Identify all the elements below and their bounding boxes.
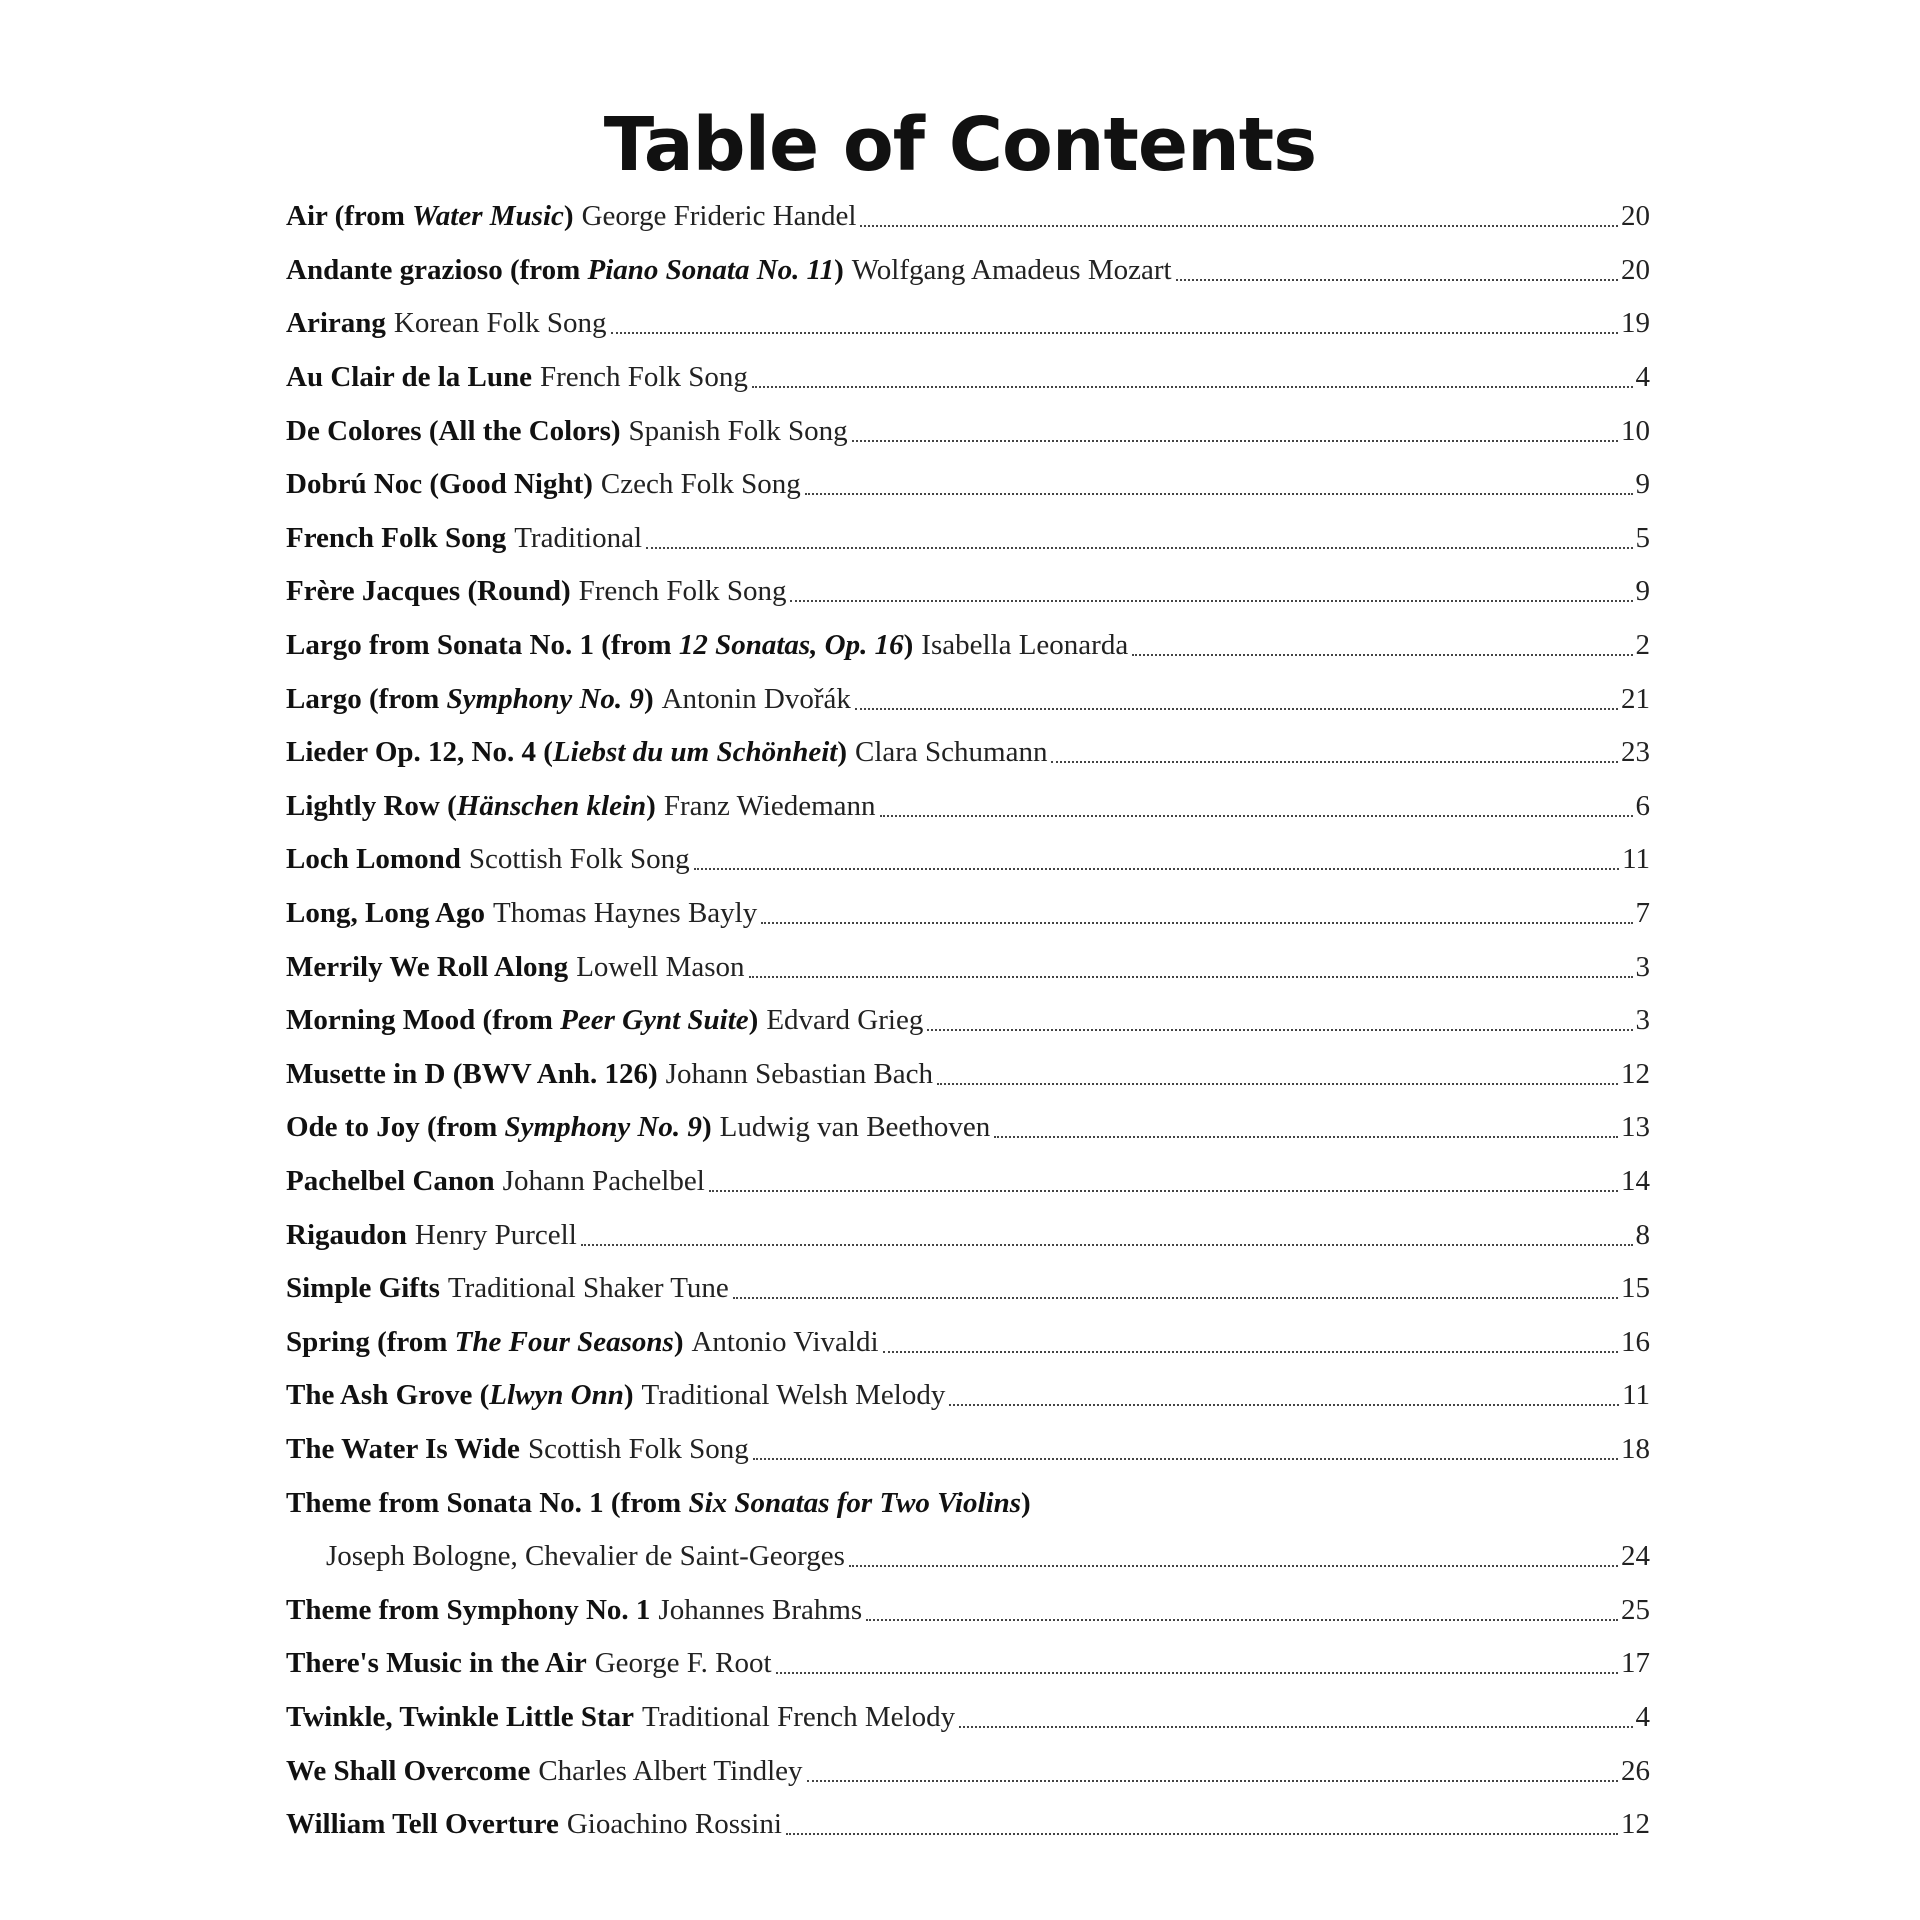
toc-entry-title-segment: William Tell Overture (286, 1808, 559, 1841)
toc-entry-title-segment: Largo from Sonata No. 1 (from (286, 629, 679, 662)
toc-entry-title-segment: We Shall Overcome (286, 1754, 531, 1787)
toc-entry-page-number: 6 (1635, 789, 1650, 822)
toc-entry-title-segment: ) (673, 1325, 684, 1358)
toc-entry-title (286, 1326, 683, 1359)
toc-entry-page-number: 25 (1621, 1593, 1650, 1626)
toc-entry-title (286, 1647, 587, 1680)
toc-entry-title-segment: Andante grazioso (from (286, 253, 588, 286)
toc-entry-composer: Wolfgang Amadeus Mozart (851, 253, 1172, 286)
dot-leader (752, 385, 1633, 388)
toc-entry-page-number: 12 (1621, 1808, 1650, 1841)
toc-entry-page-number: 9 (1635, 575, 1650, 608)
toc-entry (286, 190, 1650, 244)
toc-entry-title (286, 1594, 650, 1627)
toc-entry-title-segment: Lieder Op. 12, No. 4 ( (286, 736, 553, 769)
toc-entry-title (286, 254, 844, 287)
toc-entry-title (286, 736, 847, 769)
toc-entry-title (286, 307, 386, 340)
toc-entry-title-segment: Morning Mood (from (286, 1004, 561, 1037)
toc-entry (286, 458, 1650, 512)
dot-leader (1176, 278, 1618, 281)
toc-entry-composer: Isabella Leonarda (921, 629, 1129, 662)
toc-entry-title-segment: ) (748, 1004, 759, 1037)
toc-entry-title (286, 790, 656, 823)
toc-entry-page-number: 4 (1635, 361, 1650, 394)
toc-entry-composer: Traditional (514, 521, 643, 554)
toc-entry-composer: French Folk Song (540, 361, 748, 394)
toc-entry-title-italic: Six Sonatas for Two Violins (688, 1486, 1022, 1519)
toc-entry (286, 1423, 1650, 1477)
toc-entry-title (286, 1111, 712, 1144)
toc-entry-composer: Czech Folk Song (600, 468, 801, 501)
toc-entry-title-segment: Twinkle, Twinkle Little Star (286, 1700, 635, 1733)
toc-entry-title-segment: Frère Jacques (Round) (286, 575, 571, 608)
toc-entry (286, 1583, 1650, 1637)
toc-entry-composer: Joseph Bologne, Chevalier de Saint-Georges (326, 1540, 845, 1573)
toc-entry-title (286, 683, 654, 716)
toc-entry-title (286, 1433, 520, 1466)
toc-entry-composer: Scottish Folk Song (527, 1432, 749, 1465)
toc-entry-composer: Korean Folk Song (393, 307, 607, 340)
toc-entry-title-segment: De Colores (All the Colors) (286, 414, 621, 447)
toc-entry-title (286, 843, 461, 876)
toc-entry-title-segment: ) (903, 629, 914, 662)
toc-entry-composer: Johann Pachelbel (502, 1164, 705, 1197)
toc-entry-title (286, 1004, 758, 1037)
toc-entry-title (286, 415, 621, 448)
toc-entry-composer: Traditional Welsh Melody (641, 1379, 946, 1412)
dot-leader (776, 1671, 1618, 1674)
toc-entry-title-segment: There's Music in the Air (286, 1647, 587, 1680)
toc-entry-title (286, 1701, 634, 1734)
toc-entry-title-segment: Rigaudon (286, 1218, 407, 1251)
toc-entry-page-number: 15 (1621, 1272, 1650, 1305)
toc-entry-composer: Traditional French Melody (642, 1700, 956, 1733)
dot-leader (883, 1350, 1618, 1353)
toc-entry-page-number: 4 (1635, 1700, 1650, 1733)
toc-entry-title-segment: Largo (from (286, 682, 447, 715)
toc-entry (286, 1476, 1650, 1530)
toc-entry-composer: Henry Purcell (414, 1218, 577, 1251)
toc-entry-title-segment: Loch Lomond (286, 843, 461, 876)
toc-entry-title-segment: ) (1021, 1486, 1031, 1519)
toc-entry-page-number: 24 (1621, 1540, 1650, 1573)
toc-entry-title-segment: French Folk Song (286, 521, 507, 554)
toc-entry-page-number: 2 (1635, 629, 1650, 662)
toc-entry-title-italic: 12 Sonatas, Op. 16 (678, 629, 904, 662)
toc-entry-title-segment: ) (837, 736, 847, 769)
toc-entry-composer: French Folk Song (578, 575, 787, 608)
toc-entry (286, 940, 1650, 994)
toc-entry-title-segment: The Water Is Wide (286, 1432, 520, 1465)
toc-entry (286, 351, 1650, 405)
toc-entry-title (286, 1808, 559, 1841)
toc-entry-continuation (286, 1530, 1650, 1584)
dot-leader (959, 1725, 1632, 1728)
toc-entry-title (286, 1058, 658, 1091)
toc-entry (286, 1637, 1650, 1691)
toc-entry-composer: George Frideric Handel (581, 200, 857, 233)
toc-entry (286, 244, 1650, 298)
toc-entry-page-number: 9 (1635, 468, 1650, 501)
toc-entry (286, 833, 1650, 887)
toc-entry-title-segment: Simple Gifts (286, 1272, 440, 1305)
toc-entry-title-segment: Arirang (286, 307, 386, 340)
toc-entry-title-italic: Water Music (412, 200, 564, 233)
dot-leader (866, 1618, 1618, 1621)
toc-entry (286, 297, 1650, 351)
toc-entry-title (286, 361, 532, 394)
toc-entry (286, 404, 1650, 458)
toc-entry-title (286, 522, 506, 555)
toc-entry-title (286, 575, 571, 608)
dot-leader (749, 975, 1633, 978)
toc-entry-title (286, 1755, 530, 1788)
dot-leader (761, 921, 1632, 924)
toc-entry-page-number: 7 (1635, 897, 1650, 930)
toc-entry (286, 1208, 1650, 1262)
dot-leader (860, 224, 1618, 227)
toc-entry-title-segment: Theme from Symphony No. 1 (286, 1593, 651, 1626)
toc-entry (286, 565, 1650, 619)
dot-leader (949, 1403, 1619, 1406)
toc-entry-title-segment: ) (834, 253, 844, 286)
toc-entry-title-italic: The Four Seasons (454, 1325, 674, 1358)
toc-entry-composer: Johannes Brahms (658, 1593, 863, 1626)
toc-entry-title (286, 468, 593, 501)
toc-entry-title-segment: Theme from Sonata No. 1 (from (286, 1486, 689, 1519)
toc-entry-page-number: 18 (1621, 1432, 1650, 1465)
dot-leader (880, 814, 1633, 817)
toc-entry-composer: George F. Root (594, 1647, 772, 1680)
toc-entry (286, 726, 1650, 780)
dot-leader (581, 1243, 1633, 1246)
toc-entry-title-segment: Dobrú Noc (Good Night) (286, 468, 593, 501)
toc-entry-title (286, 1219, 407, 1252)
toc-entry (286, 1369, 1650, 1423)
toc-entry (286, 1262, 1650, 1316)
toc-entry-title-italic: Symphony No. 9 (446, 682, 644, 715)
toc-entry (286, 619, 1650, 673)
toc-entry-title-segment: ) (646, 789, 656, 822)
toc-entry (286, 1155, 1650, 1209)
toc-entry-title (286, 897, 485, 930)
toc-entry-page-number: 11 (1622, 843, 1650, 876)
toc-entry-composer: Franz Wiedemann (663, 789, 876, 822)
toc-entry-composer: Ludwig van Beethoven (719, 1111, 991, 1144)
toc-entry (286, 672, 1650, 726)
toc-entry-title-segment: Pachelbel Canon (286, 1164, 495, 1197)
toc-entry-title-segment: Long, Long Ago (286, 897, 486, 930)
dot-leader (994, 1135, 1618, 1138)
toc-entry-title (286, 629, 913, 662)
toc-entry (286, 994, 1650, 1048)
dot-leader (790, 599, 1632, 602)
toc-entry (286, 1798, 1650, 1852)
toc-entry (286, 887, 1650, 941)
toc-entry-title-segment: Lightly Row ( (286, 789, 457, 822)
toc-entry-page-number: 8 (1635, 1218, 1650, 1251)
toc-entry-title-italic: Hänschen klein (456, 789, 647, 822)
toc-entry-composer: Thomas Haynes Bayly (493, 897, 758, 930)
toc-entry-title-italic: Symphony No. 9 (504, 1111, 702, 1144)
toc-entry-title-segment: Au Clair de la Lune (286, 361, 533, 394)
toc-entry-title-italic: Peer Gynt Suite (560, 1004, 749, 1037)
toc-entry-title-segment: ) (563, 200, 574, 233)
dot-leader (852, 439, 1618, 442)
dot-leader (805, 492, 1633, 495)
toc-entry-composer: Charles Albert Tindley (538, 1754, 803, 1787)
dot-leader (694, 867, 1619, 870)
toc-entry-composer: Antonin Dvořák (661, 682, 851, 715)
toc-entry-title-segment: The Ash Grove ( (286, 1379, 490, 1412)
toc-entry-composer: Gioachino Rossini (566, 1808, 782, 1841)
toc-entry-title (286, 1487, 1031, 1520)
toc-entry-page-number: 21 (1621, 682, 1650, 715)
dot-leader (786, 1832, 1618, 1835)
toc-entry-title (286, 1165, 495, 1198)
toc-entry-title-segment: Air (from (286, 200, 413, 233)
toc-entry-composer: Johann Sebastian Bach (665, 1057, 934, 1090)
dot-leader (733, 1296, 1618, 1299)
dot-leader (753, 1457, 1618, 1460)
toc-entry-title-segment: ) (701, 1111, 712, 1144)
toc-entry (286, 1691, 1650, 1745)
toc-entry-page-number: 3 (1635, 1004, 1650, 1037)
dot-leader (849, 1564, 1618, 1567)
toc-entry (286, 780, 1650, 834)
toc-entry-page-number: 11 (1622, 1379, 1650, 1412)
toc-entry-composer: Scottish Folk Song (468, 843, 690, 876)
toc-entry-page-number: 20 (1621, 200, 1650, 233)
page-title: Table of Contents (603, 102, 1317, 188)
toc-entry-title-italic: Liebst du um Schönheit (552, 736, 838, 769)
toc-entry-page-number: 10 (1621, 414, 1650, 447)
dot-leader (1132, 653, 1632, 656)
toc-entry-title-segment: Merrily We Roll Along (286, 950, 569, 983)
dot-leader (646, 546, 1632, 549)
dot-leader (937, 1082, 1618, 1085)
toc-entry-page-number: 13 (1621, 1111, 1650, 1144)
toc-entry-composer: Clara Schumann (855, 736, 1048, 769)
toc-entry-page-number: 23 (1621, 736, 1650, 769)
dot-leader (611, 331, 1618, 334)
toc-entry-composer: Lowell Mason (576, 950, 745, 983)
toc-entry-composer: Antonio Vivaldi (691, 1325, 879, 1358)
dot-leader (709, 1189, 1618, 1192)
dot-leader (1051, 760, 1618, 763)
toc-entry-title (286, 1272, 440, 1305)
toc-entry (286, 1048, 1650, 1102)
toc-entry-page-number: 3 (1635, 950, 1650, 983)
toc-entry-title-italic: Llwyn Onn (489, 1379, 624, 1412)
toc-entry (286, 1744, 1650, 1798)
dot-leader (927, 1028, 1632, 1031)
toc-entry-title (286, 200, 574, 233)
toc-entry-title-segment: Ode to Joy (from (286, 1111, 505, 1144)
toc-entry-page-number: 16 (1621, 1325, 1650, 1358)
toc-entry-composer: Edvard Grieg (766, 1004, 924, 1037)
toc-entry-page-number: 20 (1621, 253, 1650, 286)
toc-entry (286, 1315, 1650, 1369)
toc-entry-title-segment: ) (623, 1379, 634, 1412)
toc-entry-title-segment: Musette in D (BWV Anh. 126) (286, 1057, 658, 1090)
toc-entry-page-number: 26 (1621, 1754, 1650, 1787)
toc-entry-composer: Spanish Folk Song (628, 414, 848, 447)
toc-entry-composer: Traditional Shaker Tune (447, 1272, 729, 1305)
toc-entry-title-italic: Piano Sonata No. 11 (587, 253, 835, 286)
dot-leader (855, 707, 1618, 710)
toc-entry (286, 1101, 1650, 1155)
toc-entry-title-segment: Spring (from (286, 1325, 455, 1358)
toc-entry-title-segment: ) (643, 682, 654, 715)
toc-entry-page-number: 17 (1621, 1647, 1650, 1680)
toc-entry-title (286, 1379, 634, 1412)
toc-entry (286, 512, 1650, 566)
table-of-contents-list (286, 190, 1650, 1851)
dot-leader (807, 1779, 1618, 1782)
toc-entry-page-number: 12 (1621, 1057, 1650, 1090)
toc-entry-page-number: 5 (1635, 521, 1650, 554)
toc-entry-title (286, 951, 568, 984)
toc-entry-page-number: 19 (1621, 307, 1650, 340)
toc-entry-page-number: 14 (1621, 1164, 1650, 1197)
